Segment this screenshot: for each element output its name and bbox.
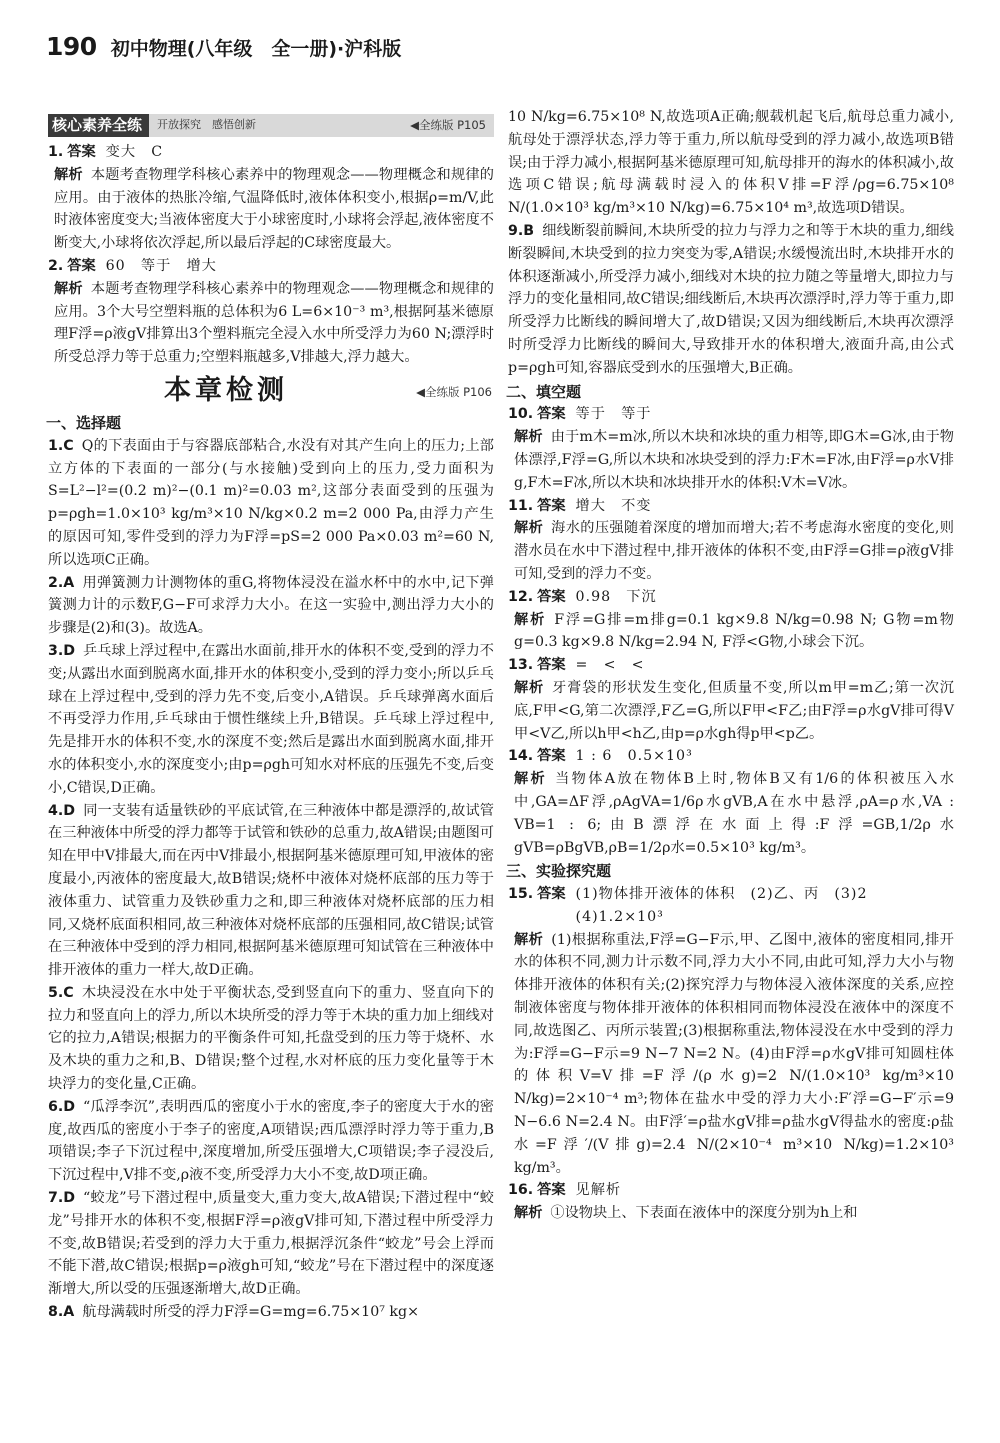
question-number: 1.C	[48, 437, 74, 454]
banner-tag: 核心素养全练	[48, 114, 149, 137]
question-number: 11.	[508, 497, 534, 514]
answer-label: 答案	[537, 886, 566, 903]
solution-text: 木块浸没在水中处于平衡状态,受到竖直向下的重力、竖直向下的拉力和竖直向上的浮力,所以木块所受的浮力等于木块的重力加上细线对它的拉力,A错误;根据力的平衡条件可知,托盘受到的压力等于烧杯、水及木块的重力之和,B、D错误;整个过程,水对杯底的压力变化量等于木块浮力的变化量,C正确。	[48, 984, 494, 1093]
solution-text: (1)根据称重法,F浮=G−F示,甲、乙图中,液体的密度相同,排开水的体积不同,测力计示数不同,浮力大小不同,由此可知,浮力大小与物体排开液体的体积有关;(2)探究浮力与物体浸入液体深度的关系,应控制液体密度与物体排开液体的体积相同而物体浸没在液体中的深度不同,故选图乙、丙所示装置;(3)根据称重法,物体浸没在水中受到的浮力为:F浮=G−F示=9 N−7 N=2 N。(4)由F浮=ρ水gV排可知圆柱体的体积V=V排=F浮/(ρ水g)=2 N/(1.0×10³ kg/m³×10 N/kg)=2×10⁻⁴ m³;物体在盐水中受的浮力大小:F′浮=G−F′示=9 N−6.6 N=2.4 N。由F浮′=ρ盐水gV排=ρ盐水gV得盐水的密度:ρ盐水=F浮′/(V排g)=2.4 N/(2×10⁻⁴ m³×10 N/kg)=1.2×10³ kg/m³。	[514, 931, 954, 1176]
solution-label: 解析	[514, 520, 544, 537]
question-number: 7.D	[48, 1190, 76, 1207]
answer-text: 增大 不变	[575, 497, 652, 514]
solution-text: “瓜浮李沉”,表明西瓜的密度小于水的密度,李子的密度大于水的密度,故西瓜的密度小于李子的密度,A项错误;西瓜漂浮时浮力等于重力,B项错误;李子下沉过程中,深度增加,所受压强增大,C项错误;李子浸没后,下沉过程中,V排不变,ρ液不变,所受浮力大小不变,故D项正确。	[48, 1098, 494, 1184]
fill-question-13	[508, 654, 954, 745]
left-column	[48, 114, 494, 1324]
banner-page-ref: ◀全练版 P105	[410, 118, 486, 133]
answer-label: 答案	[537, 406, 566, 423]
question-number: 16.	[508, 1182, 534, 1199]
question-number: 10.	[508, 406, 534, 423]
page-number: 190	[46, 32, 97, 61]
fill-question-10	[508, 403, 954, 494]
question-number: 14.	[508, 748, 534, 765]
banner-subtitle: 开放探究 感悟创新	[157, 118, 257, 132]
section-heading-fill: 二、填空题	[506, 382, 582, 401]
mcq-4	[48, 800, 494, 982]
solution-text: 同一支装有适量铁砂的平底试管,在三种液体中都是漂浮的,故试管在三种液体中所受的浮力都等于试管和铁砂的总重力,故A错误;由题图可知在甲中V排最大,而在丙中V排最小,根据阿基米德原理可知,甲液体的密度最小,丙液体的密度最大,故B错误;烧杯中液体对烧杯底部的压力等于液体重力、试管重力及铁砂重力之和,即三种液体对烧杯底部的压力相同,又烧杯底面积相同,故三种液体对烧杯底部的压强相同,故C错误;试管在三种液体中受到的浮力相同,根据阿基米德原理可知试管在三种液体中排开液体的重力一样大,故D正确。	[48, 802, 494, 979]
fill-question-11	[508, 495, 954, 586]
chapter-title-text: 本章检测	[164, 374, 288, 406]
mcq-6	[48, 1096, 494, 1187]
solution-label: 解析	[514, 429, 543, 446]
solution-text: 当物体A放在物体B上时,物体B又有1/6的体积被压入水中,GA=ΔF浮,ρAgVA=1/6ρ水gVB,A在水中悬浮,ρA=ρ水,VA : VB=1 : 6;由B漂浮在水面上得:F浮=GB,1/2ρ水gVB=ρBgVB,ρB=1/2ρ水=0.5×10³ kg/m³。	[514, 771, 954, 856]
solution-text: 海水的压强随着深度的增加而增大;若不考虑海水密度的变化,则潜水员在水中下潜过程中,排开液体的体积不变,由F浮=G排=ρ液gV排可知,受到的浮力不变。	[514, 520, 954, 582]
solution-text: F浮=G排=m排g=0.1 kg×9.8 N/kg=0.98 N; G物=m物g=0.3 kg×9.8 N/kg=2.94 N, F浮<G物,小球会下沉。	[514, 611, 954, 651]
answer-label: 答案	[537, 588, 566, 605]
book-title: 初中物理(八年级 全一册)·沪科版	[110, 38, 402, 60]
solution-text: 乒乓球上浮过程中,在露出水面前,排开水的体积不变,受到的浮力不变;从露出水面到脱离水面,排开水的体积变小,受到的浮力变小;所以乒乓球在上浮过程中,受到的浮力先不变,后变小,A错误。乒乓球弹离水面后不再受浮力作用,乒乓球由于惯性继续上升,B错误。乒乓球上浮过程中,先是排开水的体积不变,水的深度不变;然后是露出水面到脱离水面,排开水的体积变小,水的深度变小;由p=ρgh可知水对杯底的压强先不变,后变小,C错误,D正确。	[48, 642, 494, 796]
question-number: 12.	[508, 588, 534, 605]
question-number: 9.B	[508, 222, 535, 239]
question-number: 2.	[48, 257, 64, 274]
question-number: 1.	[48, 144, 64, 160]
solution-label: 解析	[514, 931, 544, 948]
core-question-1	[48, 141, 494, 255]
question-number: 6.D	[48, 1098, 76, 1115]
page-header	[46, 32, 402, 76]
answer-label: 答案	[537, 1182, 566, 1199]
answer-text: (1)物体排开液体的体积 (2)乙、丙 (3)2 (4)1.2×10³	[575, 886, 883, 925]
mcq-2	[48, 572, 494, 640]
answer-text: 0.98 下沉	[575, 588, 657, 605]
core-question-2	[48, 255, 494, 369]
core-literacy-banner	[48, 114, 494, 137]
answer-label: 答案	[537, 497, 566, 514]
fill-question-14	[508, 745, 954, 859]
section-heading-choice: 一、选择题	[46, 413, 122, 432]
mcq-8	[48, 1301, 494, 1324]
solution-text: 牙膏袋的形状发生变化,但质量不变,所以m甲=m乙;第一次沉底,F甲<G,第二次漂浮,F乙=G,所以F甲<F乙;由F浮=ρ水gV排可得V甲<V乙,所以h甲<h乙,由p=ρ水gh得p甲<p乙。	[514, 679, 954, 742]
answer-label: 答案	[537, 657, 566, 674]
section-heading-experiment: 三、实验探究题	[506, 862, 612, 881]
solution-text: 本题考查物理学科核心素养中的物理观念——物理概念和规律的应用。由于液体的热胀冷缩,气温降低时,液体体积变小,根据ρ=m/V,此时液体密度变大;当液体密度大于小球密度时,小球将会浮起,液体密度不断变大,小球将依次浮起,所以最后浮起的C球密度最大。	[54, 166, 494, 252]
solution-label: 解析	[54, 166, 83, 183]
solution-label: 解析	[54, 280, 83, 297]
answer-label: 答案	[67, 257, 96, 274]
question-number: 15.	[508, 886, 534, 903]
question-number: 2.A	[48, 574, 75, 591]
solution-text: “蛟龙”号下潜过程中,质量变大,重力变大,故A错误;下潜过程中“蛟龙”号排开水的体积不变,根据F浮=ρ液gV排可知,下潜过程中所受浮力不变,故B错误;若受到的浮力大于重力,根据浮沉条件“蛟龙”号会上浮而不能下潜,故C错误;根据p=ρ液gh可知,“蛟龙”号在下潜过程中的深度逐渐增大,所以受的压强逐渐增大,故D正确。	[48, 1190, 494, 1298]
exp-question-16	[508, 1179, 954, 1225]
right-column	[508, 106, 954, 1225]
solution-text: 细线断裂前瞬间,木块所受的拉力与浮力之和等于木块的重力,细线断裂瞬间,木块受到的拉力突变为零,A错误;水缓慢流出时,木块排开水的体积逐渐减小,所受浮力减小,细线对木块的拉力随之等量增大,即拉力与浮力的变化量相同,故C错误;细线断后,木块再次漂浮时,浮力等于重力,即所受浮力比断线的瞬间增大了,故D错误;又因为细线断后,木块再次漂浮时所受浮力比断线的瞬间大,导致排开水的体积增大,液面升高,由公式p=ρgh可知,容器底受到水的压强增大,B正确。	[508, 222, 954, 376]
question-number: 5.C	[48, 984, 74, 1001]
question-number: 3.D	[48, 642, 76, 659]
mcq-3	[48, 640, 494, 800]
answer-text: 见解析	[575, 1182, 622, 1199]
mcq-1	[48, 435, 494, 572]
solution-text: 航母满载时所受的浮力F浮=G=mg=6.75×10⁷ kg×	[82, 1304, 419, 1321]
solution-text: 用弹簧测力计测物体的重G,将物体浸没在溢水杯中的水中,记下弹簧测力计的示数F,G−F可求浮力大小。在这一实验中,测出浮力大小的步骤是(2)和(3)。故选A。	[48, 574, 494, 637]
solution-label: 解析	[514, 679, 545, 696]
chapter-page-ref: ◀全练版 P106	[416, 384, 492, 399]
question-number: 4.D	[48, 802, 76, 819]
chapter-test-title	[48, 371, 494, 411]
answer-text: 等于 等于	[575, 406, 652, 423]
answer-text: 变大 C	[105, 144, 164, 160]
mcq-5	[48, 982, 494, 1096]
mcq-8-continued: 10 N/kg=6.75×10⁸ N,故选项A正确;舰载机起飞后,航母总重力减小,航母处于漂浮状态,浮力等于重力,所以航母受到的浮力减小,故选项B错误;由于浮力减小,根据阿基米德原理可知,航母排开的海水的体积减小,故选项C错误;航母满载时浸入的体积V排=F浮/ρg=6.75×10⁸ N/(1.0×10³ kg/m³×10 N/kg)=6.75×10⁴ m³,故选项D错误。	[508, 109, 954, 217]
answer-label: 答案	[537, 748, 566, 765]
mcq-9	[508, 220, 954, 380]
exp-question-15	[508, 883, 954, 1179]
answer-text: 60 等于 增大	[105, 257, 217, 274]
solution-label: 解析	[514, 1205, 543, 1222]
solution-text: 由于m木=m冰,所以木块和冰块的重力相等,即G木=G冰,由于物体漂浮,F浮=G,所以木块和冰块受到的浮力:F木=F冰,由F浮=ρ水V排g,F木=F冰,所以木块和冰块排开水的体积:V木=V冰。	[514, 429, 954, 491]
solution-label: 解析	[514, 771, 548, 788]
answer-text: 1 : 6 0.5×10³	[575, 748, 693, 765]
solution-text: ①设物块上、下表面在液体中的深度分别为h上和	[550, 1205, 858, 1222]
solution-text: Q的下表面由于与容器底部粘合,水没有对其产生向上的压力;上部立方体的下表面的一部分(与水接触)受到向上的压力,受力面积为S=L²−l²=(0.2 m)²−(0.1 m)²=0.03 m²,这部分表面受到的压强为p=ρgh=1.0×10³ kg/m³×10 N/kg×0.2 m=2 000 Pa,由浮力产生的原因可知,零件受到的浮力为F浮=pS=2 000 Pa×0.03 m²=60 N,所以选项C正确。	[48, 437, 494, 568]
solution-label: 解析	[514, 611, 547, 628]
question-number: 8.A	[48, 1304, 75, 1321]
solution-text: 本题考查物理学科核心素养中的物理观念——物理概念和规律的应用。3个大号空塑料瓶的总体积为6 L=6×10⁻³ m³,根据阿基米德原理F浮=ρ液gV排算出3个塑料瓶完全浸入水中所受浮力为60 N;漂浮时所受总浮力等于总重力;空塑料瓶越多,V排越大,浮力越大。	[54, 280, 494, 366]
answer-text: = < <	[575, 657, 645, 674]
question-number: 13.	[508, 657, 534, 674]
mcq-7	[48, 1187, 494, 1301]
fill-question-12	[508, 586, 954, 654]
answer-label: 答案	[67, 144, 96, 160]
